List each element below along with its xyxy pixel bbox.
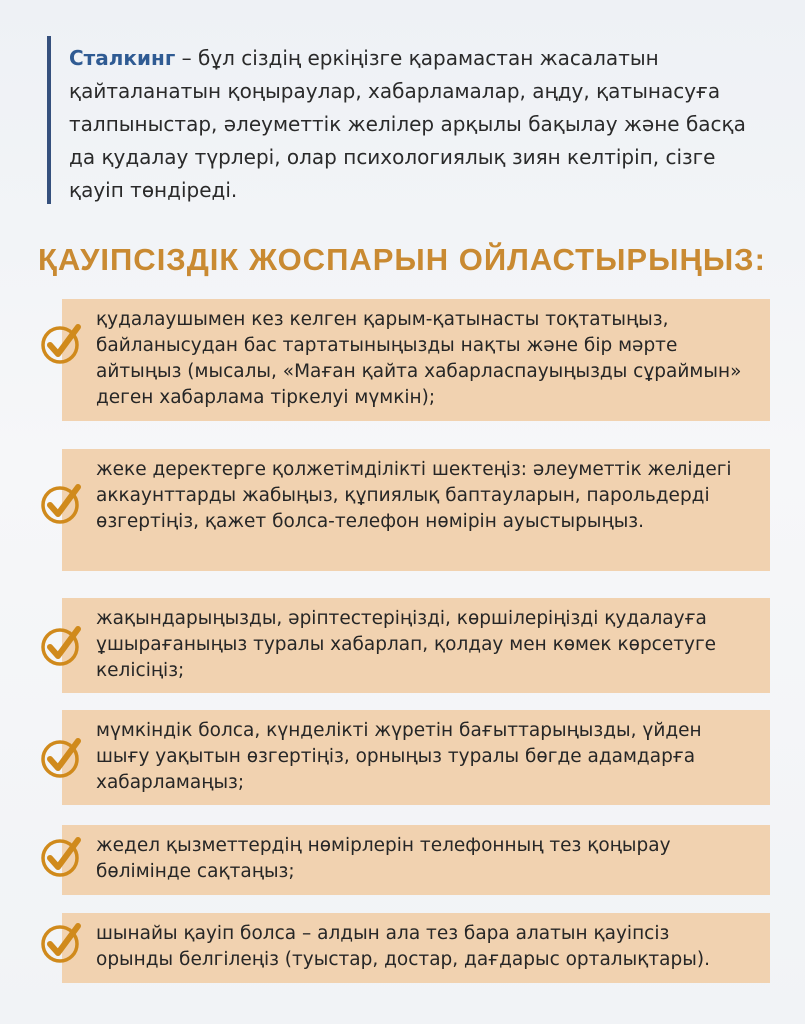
check-icon: [38, 479, 86, 527]
safety-item-5: [62, 825, 770, 895]
intro-term: Сталкинг: [69, 46, 176, 70]
check-icon: [38, 918, 86, 966]
safety-item-1-text: қудалаушымен кез келген қарым-қатынасты тоқтатыңыз, байланысудан бас тартатыныңызды нақты және бір мәрте айтыңыз (мысалы, «Маған қайта хабарласпауыңызды сұраймын» деген хабарлама тіркелуі мүмкін);: [96, 309, 742, 408]
section-heading: ҚАУІПСІЗДІК ЖОСПАРЫН ОЙЛАСТЫРЫҢЫЗ:: [38, 242, 766, 277]
safety-item-3-text: жақындарыңызды, әріптестеріңізді, көршілеріңізді қудалауға ұшырағаныңыз туралы хабарлап, қолдау мен көмек көрсетуге келісіңіз;: [96, 608, 717, 681]
safety-item-5-text: жедел қызметтердің нөмірлерін телефонның тез қоңырау бөлімінде сақтаңыз;: [96, 835, 671, 882]
check-icon: [38, 832, 86, 880]
intro-text: – бұл сіздің еркіңізге қарамастан жасалатын қайталанатын қоңыраулар, хабарламалар, аңду, қатынасуға талпыныстар, әлеуметтік желілер арқылы бақылау және басқа да қудалау түрлері, олар психологиялық зиян келтіріп, сізге қауіп төндіреді.: [69, 46, 746, 202]
safety-item-3: [62, 598, 770, 693]
safety-item-2: [62, 449, 770, 571]
safety-item-4: [62, 710, 770, 805]
intro-paragraph: [47, 36, 767, 204]
check-icon: [38, 319, 86, 367]
safety-item-6: [62, 913, 770, 983]
safety-item-2-text: жеке деректерге қолжетімділікті шектеңіз: әлеуметтік желідегі аккаунттарды жабыңыз, құпиялық баптауларын, парольдерді өзгертіңіз, қажет болса-телефон нөмірін ауыстырыңыз.: [96, 459, 732, 532]
safety-item-4-text: мүмкіндік болса, күнделікті жүретін бағыттарыңызды, үйден шығу уақытын өзгертіңіз, орныңыз туралы бөгде адамдарға хабарламаңыз;: [96, 720, 702, 793]
safety-item-6-text: шынайы қауіп болса – алдын ала тез бара алатын қауіпсіз орынды белгілеңіз (туыстар, достар, дағдарыс орталықтары).: [96, 923, 710, 970]
safety-item-1: [62, 299, 770, 421]
check-icon: [38, 621, 86, 669]
check-icon: [38, 733, 86, 781]
